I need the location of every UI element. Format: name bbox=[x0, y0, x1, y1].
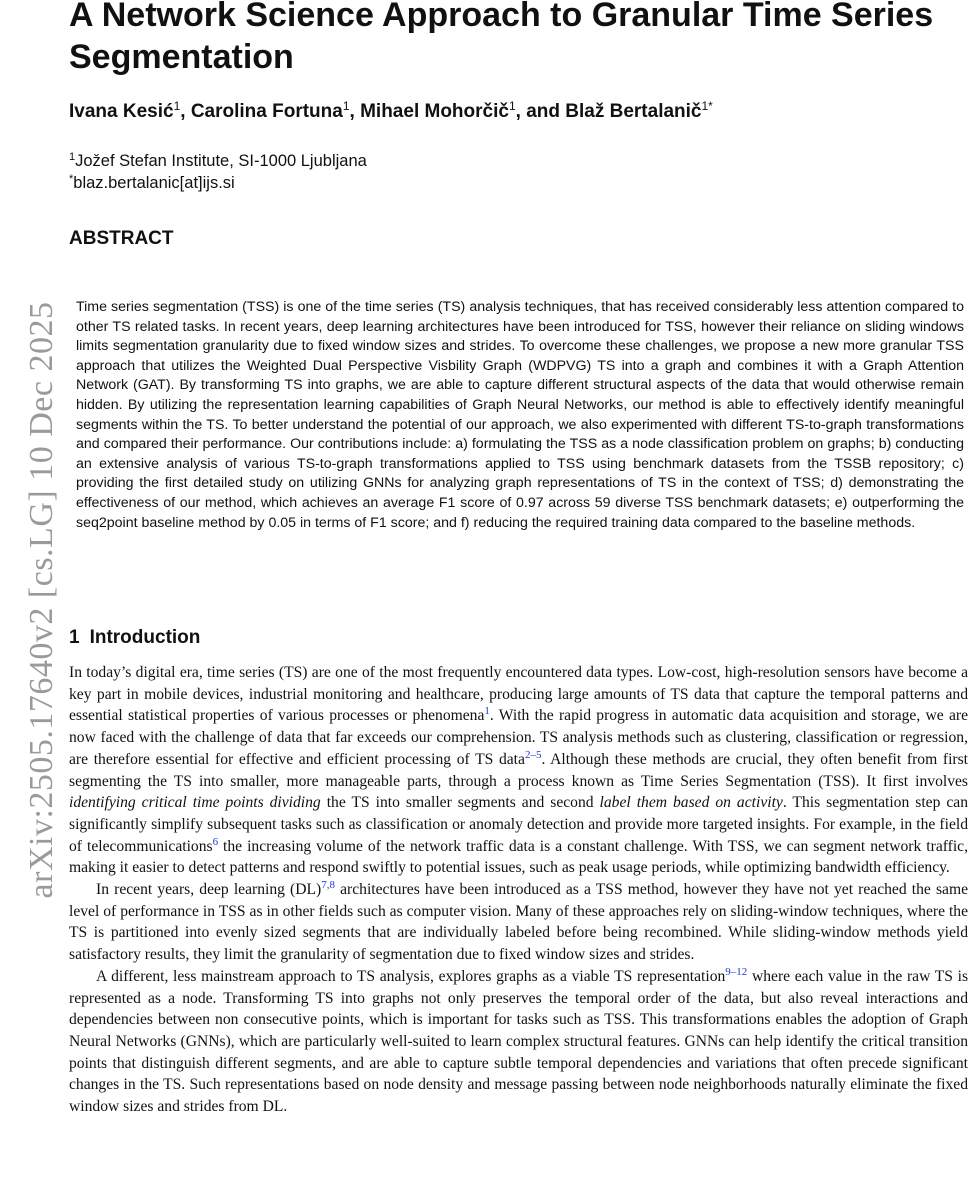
paragraph bbox=[69, 662, 968, 879]
citation-link[interactable]: 2–5 bbox=[524, 748, 542, 761]
contact-email[interactable]: blaz.bertalanic[at]ijs.si bbox=[73, 174, 235, 192]
introduction-body bbox=[69, 662, 968, 1118]
citation-link[interactable]: 9–12 bbox=[725, 965, 748, 978]
affiliation-line bbox=[69, 150, 367, 172]
author-separator: , bbox=[349, 101, 361, 122]
arxiv-watermark: arXiv:2505.17640v2 [cs.LG] 10 Dec 2025 bbox=[23, 301, 60, 899]
section-heading-introduction bbox=[69, 627, 200, 649]
affiliation-text: Jožef Stefan Institute, SI-1000 Ljubljana bbox=[75, 152, 367, 170]
author-name: Mihael Mohorčič bbox=[360, 101, 509, 122]
author-affiliation-mark: 1 bbox=[173, 99, 181, 113]
affiliations bbox=[69, 150, 367, 194]
paragraph-text: . Although these methods are crucial, they often benefit from first segmenting the TS into smaller, more manageable parts, through a process known as Time Series Segmentation (TSS). It first involves bbox=[69, 750, 968, 790]
section-number: 1 bbox=[69, 627, 80, 648]
citation-link[interactable]: 6 bbox=[212, 835, 219, 848]
paragraph-text: In recent years, deep learning (DL) bbox=[96, 881, 322, 899]
author-affiliation-mark: 1 bbox=[508, 99, 516, 113]
affiliation-mark: 1 bbox=[69, 151, 76, 163]
abstract-heading: ABSTRACT bbox=[69, 228, 174, 249]
author-separator: , bbox=[180, 101, 191, 122]
paragraph-text: In today’s digital era, time series (TS) are one of the most frequently encountered data types. Low-cost, high-resolution sensors have become a key part in mobile devices, industrial monitoring and healthcare, producing large amounts of TS data that capture the temporal patterns and essential statistical properties of various processes or phenomena bbox=[69, 664, 968, 725]
abstract-text: Time series segmentation (TSS) is one of the time series (TS) analysis techniques, that has received considerably less attention compared to other TS related tasks. In recent years, deep learning architectures have been introduced for TSS, however their reliance on sliding windows limits segmentation granularity due to fixed window sizes and strides. To overcome these challenges, we propose a new more granular TSS approach that utilizes the Weighted Dual Perspective Visbility Graph (WDPVG) TS into a graph and combines it with a Graph Attention Network (GAT). By transforming TS into graphs, we are able to capture different structural aspects of the data that would otherwise remain hidden. By utilizing the representation learning capabilities of Graph Neural Networks, our method is able to effectively identify meaningful segments within the TS. To better understand the potential of our approach, we also experimented with different TS-to-graph transformations and compared their performance. Our contributions include: a) formulating the TSS as a node classification problem on graphs; b) conducting an extensive analysis of various TS-to-graph transformations applied to TSS using benchmark datasets from the TSSB repository; c) providing the first detailed study on utilizing GNNs for analyzing graph representations of TS in the context of TSS; d) demonstrating the effectiveness of our method, which achieves an average F1 score of 0.97 across 59 diverse TSS benchmark datasets; e) outperforming the seq2point baseline method by 0.05 in terms of F1 score; and f) reducing the required training data compared to the baseline methods. bbox=[76, 299, 964, 531]
paragraph-text: architectures have been introduced as a TSS method, however they have not yet reached the same level of performance in TSS as in other fields such as computer vision. Many of these approaches rely on sliding-window techniques, where the TS is partitioned into evenly sized segments that are individually labeled before being recombined. While sliding-window methods yield satisfactory results, they limit the granularity of segmentation due to fixed window sizes and strides. bbox=[69, 881, 969, 964]
paragraph-text: the increasing volume of the network traffic data is a constant challenge. With TSS, we can segment network traffic, making it easier to detect patterns and respond swiftly to potential issues, such as peak usage periods, while optimizing bandwidth efficiency. bbox=[69, 837, 968, 877]
paragraph bbox=[69, 879, 968, 966]
author-name: Blaž Bertalanič bbox=[565, 101, 702, 122]
paragraph bbox=[69, 966, 968, 1118]
section-title: Introduction bbox=[89, 627, 201, 648]
corresponding-mark: * bbox=[69, 173, 74, 185]
citation-link[interactable]: 1 bbox=[484, 705, 490, 718]
paragraph-text: . This segmentation step can significantly simplify subsequent tasks such as classification or anomaly detection and provide more targeted insights. For example, in the field of telecommunications bbox=[69, 794, 968, 855]
citation-link[interactable]: 7,8 bbox=[321, 879, 335, 892]
author-affiliation-mark: 1* bbox=[701, 99, 713, 113]
author-name: Ivana Kesić bbox=[69, 101, 174, 122]
contact-email-line bbox=[69, 172, 367, 194]
author-name: Carolina Fortuna bbox=[190, 101, 343, 122]
paragraph-text: the TS into smaller segments and second bbox=[320, 794, 600, 812]
paragraph-text: A different, less mainstream approach to TS analysis, explores graphs as a viable TS representation bbox=[96, 967, 726, 985]
paragraph-text: where each value in the raw TS is represented as a node. Transforming TS into graphs not only preserves the temporal order of the data, but also reveal interactions and dependencies between non consecutive points, which is important for tasks such as TSS. This transformations enables the adoption of Graph Neural Networks (GNNs), which are particularly well-suited to learn complex structural features. GNNs can help identify the critical transition points that distinguish different segments, and are able to capture subtle temporal dependencies and variations that often precede significant changes in the TS. Such representations based on node density and message passing between node neighborhoods naturally eliminate the fixed window sizes and strides from DL. bbox=[69, 967, 969, 1116]
emphasis-text: identifying critical time points dividing bbox=[69, 794, 321, 812]
author-separator: , and bbox=[515, 101, 566, 122]
paper-title: A Network Science Approach to Granular Time Series Segmentation bbox=[69, 0, 934, 76]
author-affiliation-mark: 1 bbox=[342, 99, 350, 113]
author-list bbox=[69, 100, 713, 124]
emphasis-text: label them based on activity bbox=[599, 794, 783, 812]
paragraph-text: . With the rapid progress in automatic data acquisition and storage, we are now faced with the challenge of data that far exceeds our comprehension. TS analysis methods such as clustering, classification or regression, are therefore essential for effective and efficient processing of TS data bbox=[69, 707, 968, 768]
